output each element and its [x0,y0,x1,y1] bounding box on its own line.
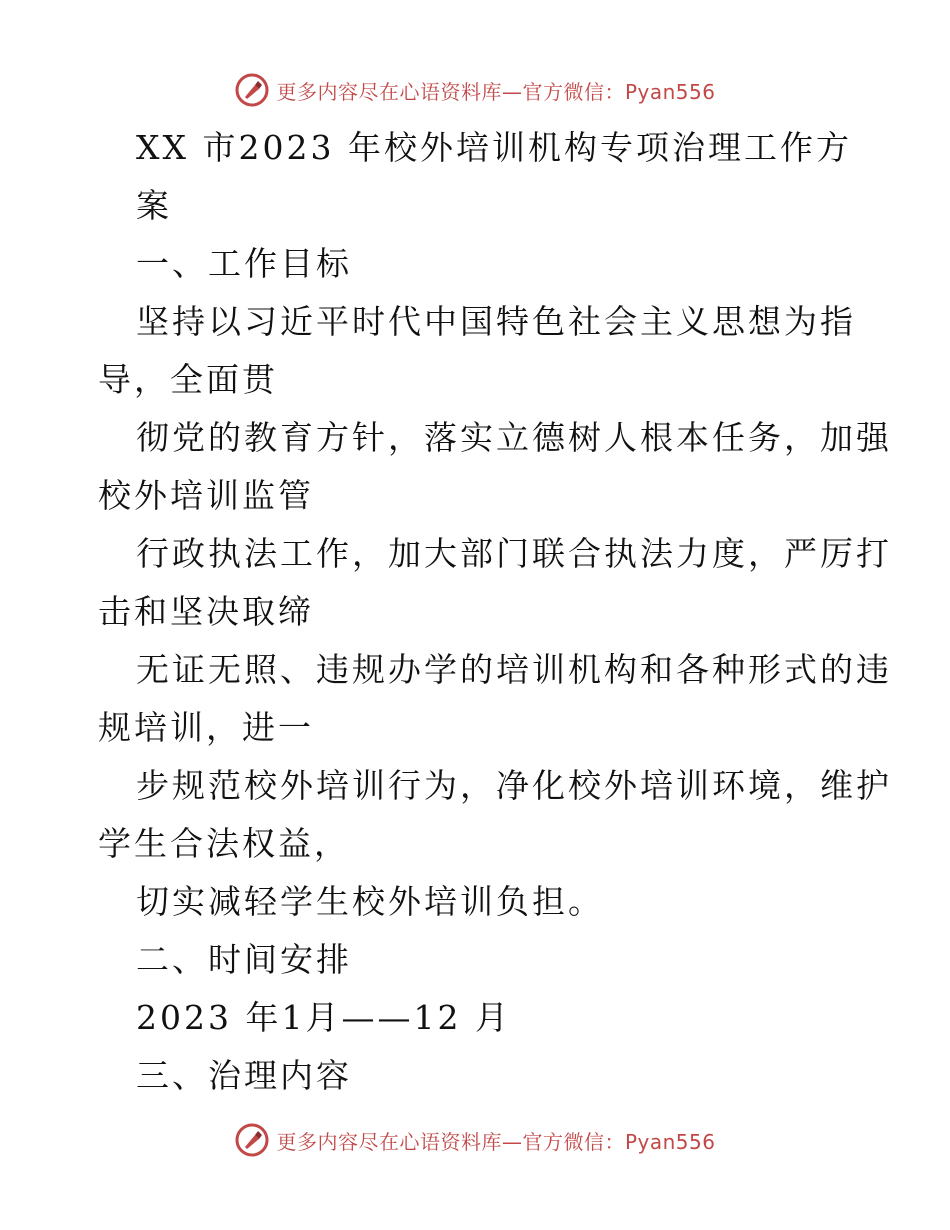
schedule-time-range: 2023 年1月——12 月 [136,998,511,1037]
header-banner [0,68,950,112]
section-heading-schedule: 二、时间安排 [136,940,352,979]
paragraph-line: 步规范校外培训行为，净化校外培训环境，维护 [136,766,892,805]
paragraph-line: 行政执法工作，加大部门联合执法力度，严厉打 [136,534,892,573]
paragraph-line: 击和坚决取缔 [98,592,314,631]
header-banner-text: 更多内容尽在心语资料库—官方微信：Pyan556 [276,79,716,104]
paragraph-line: 导，全面贯 [98,360,278,399]
pen-nib-logo-icon [234,72,270,108]
paragraph-line: 规培训，进一 [98,708,314,747]
footer-banner-text: 更多内容尽在心语资料库—官方微信：Pyan556 [276,1129,716,1154]
paragraph-line: 彻党的教育方针，落实立德树人根本任务，加强 [136,418,892,457]
document-title-line-2: 案 [136,186,172,225]
footer-banner [0,1118,950,1162]
paragraph-line: 学生合法权益， [98,824,350,863]
paragraph-line: 坚持以习近平时代中国特色社会主义思想为指 [136,302,856,341]
section-heading-goals: 一、工作目标 [136,244,352,283]
pen-nib-logo-icon [234,1122,270,1158]
document-title-line-1: XX 市2023 年校外培训机构专项治理工作方 [136,128,852,167]
paragraph-line: 校外培训监管 [98,476,314,515]
paragraph-line: 无证无照、违规办学的培训机构和各种形式的违 [136,650,892,689]
section-heading-content: 三、治理内容 [136,1056,352,1095]
paragraph-line: 切实减轻学生校外培训负担。 [136,882,604,921]
